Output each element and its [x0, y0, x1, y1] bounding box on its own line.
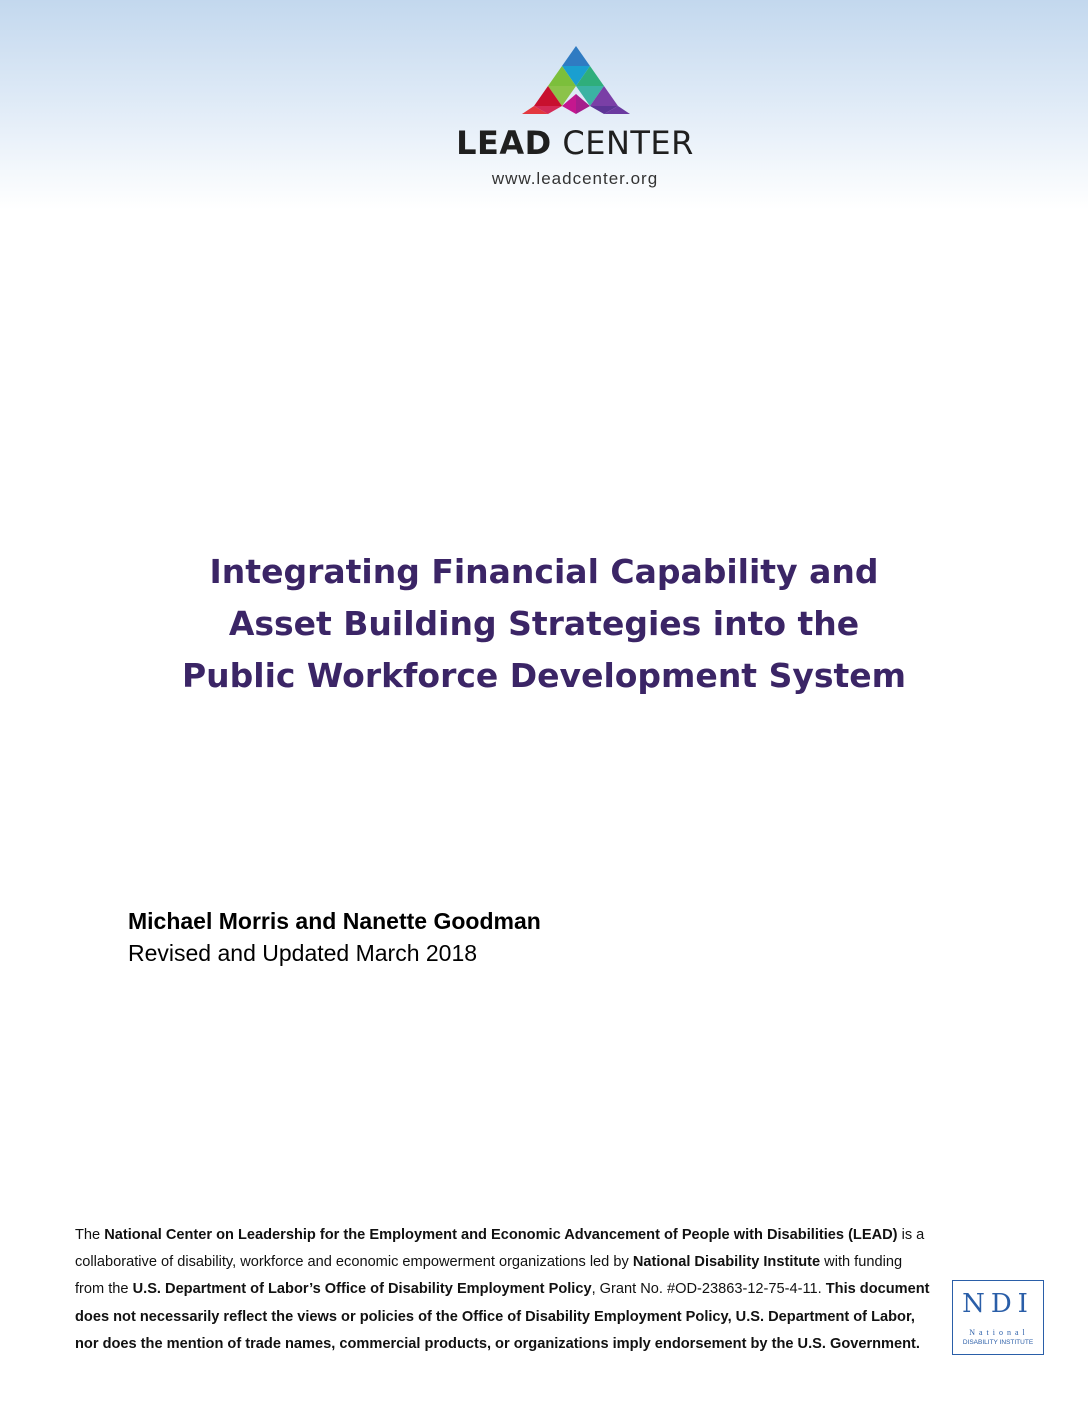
disclaimer-text-3: with funding from the	[75, 1254, 903, 1298]
authors: Michael Morris and Nanette Goodman	[128, 908, 541, 934]
document-title	[100, 546, 988, 702]
funding-disclaimer	[75, 1222, 935, 1358]
lead-center-triangles-icon	[522, 46, 630, 114]
disclaimer-bold-2: National Disability Institute	[632, 1254, 821, 1271]
title-line-1: Integrating Financial Capability and	[209, 552, 879, 591]
revision-date: Revised and Updated March 2018	[128, 940, 478, 966]
title-line-3: Public Workforce Development System	[181, 656, 907, 695]
disclaimer-bold-1: National Center on Leadership for the Employment and Economic Advancement of People with Disabilities (LEAD)	[104, 1227, 898, 1243]
disclaimer-text-1: The	[75, 1227, 105, 1243]
logo-word-light: CENTER	[562, 124, 694, 162]
disclaimer-text-2: is a collaborative of disability, workforce and economic empowerment organizations led by	[75, 1227, 925, 1271]
website-url[interactable]: www.leadcenter.org	[491, 169, 659, 188]
ndi-logo	[952, 1280, 1044, 1355]
ndi-logo-line-2: DISABILITY INSTITUTE	[962, 1339, 1034, 1346]
disclaimer-bold-3: U.S. Department of Labor’s Office of Disability Employment Policy	[132, 1281, 592, 1298]
ndi-logo-letters: NDI	[962, 1289, 1034, 1319]
ndi-logo-line-1: National	[969, 1328, 1029, 1337]
disclaimer-bold-4: This document does not necessarily reflect the views or policies of the Office of Disability Employment Policy, U.S. Department of Labor, nor does the mention of trade names, commercial products, or organizations imply endorsement by the U.S. Government.	[75, 1281, 930, 1352]
disclaimer-text-4: , Grant No. #OD-23863-12-75-4-11.	[591, 1281, 826, 1298]
logo-word-bold: LEAD	[456, 124, 552, 162]
lead-center-wordmark	[0, 124, 1088, 162]
title-line-2: Asset Building Strategies into the	[228, 604, 860, 643]
